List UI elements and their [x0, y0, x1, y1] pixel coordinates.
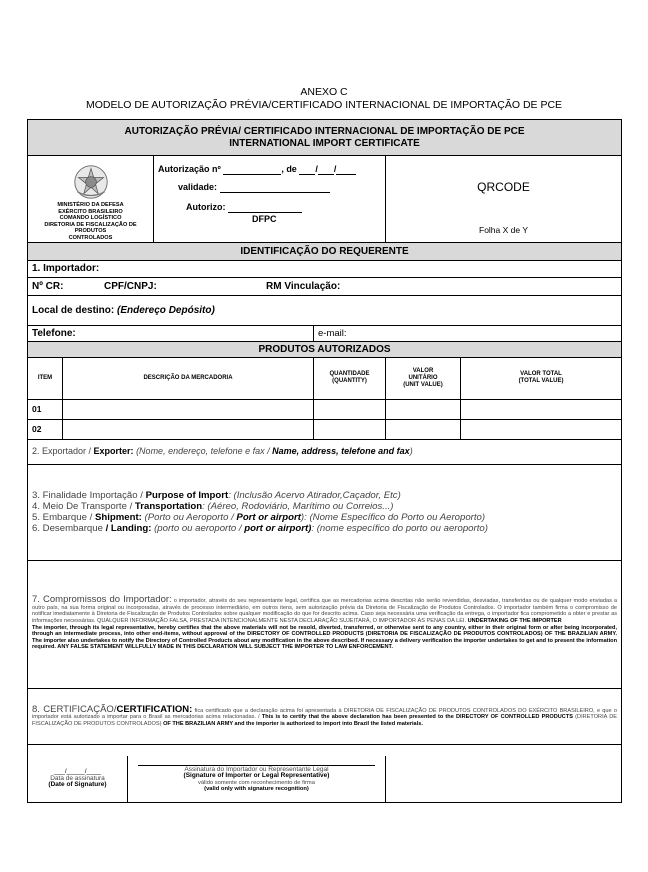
product-total-value-cell[interactable]	[461, 399, 622, 419]
signature-date-label-en: (Date of Signature)	[48, 781, 107, 789]
exporter-field[interactable]: 2. Exportador / Exporter: (Nome, endereço, telefone e fax / Name, address, telefone and fax)	[28, 439, 622, 464]
rm-field[interactable]: RM Vinculação:	[266, 280, 341, 292]
commitments-en: The importer, through its legal representative, hereby certifies that the above materials will not be resold, diverted, transferred, or otherwise sent to any country, either in their original form or after being incorporated, through an intermediate process, into other end-items, without approval of the DIRECTORY OF CONTROLLED PRODUCTS (DIRETORIA DE FISCALIZAÇÃO DE PRODUTOS CONTROLADOS) OF THE BRAZILIAN ARMY. The importer also undertakes to notify the Directory of Controlled Products about any modification in the above described. If necessary a delivery verification the importer undertakes to get and to present the information required. ANY FALSE STATEMENT WILLFULLY MADE IN THIS DECLARATION WILL SUBJECT THE IMPORTER TO LAW ENFORCEMENT.	[32, 624, 618, 651]
coat-of-arms-icon	[73, 164, 109, 200]
signature-blank-cell	[386, 756, 622, 802]
validity-label: validade:	[178, 182, 218, 192]
authorization-number-label: Autorização nº	[158, 164, 221, 174]
import-certificate-form	[27, 119, 622, 803]
destination-hint: (Endereço Depósito)	[117, 304, 215, 316]
authorizer-signature-field[interactable]	[228, 203, 302, 213]
spacer	[28, 744, 622, 756]
purpose-line: 3. Finalidade Importação / Purpose of Import: (Inclusão Acervo Atirador,Caçador, Etc)	[32, 489, 401, 501]
shipment-line: 5. Embarque / Shipment: (Porto ou Aeroporto / Port or airport): (Nome Específico do Porto ou Aeroporto)	[32, 512, 486, 524]
importer-field[interactable]: 1. Importador:	[28, 260, 622, 277]
signature-date-blank[interactable]: ___/_____/____	[54, 767, 101, 775]
validity-field[interactable]	[220, 183, 330, 193]
product-description-cell[interactable]	[63, 419, 314, 439]
form-title-pt: AUTORIZAÇÃO PRÉVIA/ CERTIFICADO INTERNACIONAL DE IMPORTAÇÃO DE PCE	[124, 125, 525, 137]
authorization-number-field[interactable]	[223, 165, 281, 175]
requester-section-title: IDENTIFICAÇÃO DO REQUERENTE	[28, 242, 622, 260]
commitments-pt: 7. Compromissos do Importador: o importador, através do seu representante legal, certifica que as mercadorias acima descritas não serão revendidas, desviadas, transferidas ou de qualquer modo enviadas a outro país, na sua forma original ou incorporadas, através de processo intermediário, em outros itens, sem autorização prévia da Diretoria de Fiscalização de Produtos Controlados. O importador também firma o compromisso de notificar imediatamente à Diretoria de Fiscalização de Produtos Controlados sobre qualquer modificação do que for descrito acima. Caso seja necessária uma verificação da entrega, o importador fica comprometido a obter e prestar as informações necessárias. QUALQUER INFORMAÇÃO FALSA, PRESTADA INTENCIONALMENTE NESTA DECLARAÇÃO SUJEITARÁ, O IMPORTADOR ÀS PENAS DA LEI. UNDERTAKING OF THE IMPORTER	[32, 594, 618, 624]
issuer-block	[28, 156, 154, 243]
signature-note: válido somente com reconhecimento de firma	[198, 779, 315, 786]
authorizer-org: DFPC	[252, 214, 277, 224]
issuer-ministry: MINISTÉRIO DA DEFESA	[57, 202, 124, 208]
destination-row[interactable]	[28, 295, 622, 325]
product-description-cell[interactable]	[63, 399, 314, 419]
sheet-number: Folha X de Y	[479, 224, 528, 235]
signature-label-en: (Signature of Importer or Legal Representative)	[183, 772, 330, 780]
issuer-command: COMANDO LOGÍSTICO	[59, 215, 122, 222]
phone-field[interactable]: Telefone:	[28, 325, 314, 341]
signature-date-label: Data de assinatura	[50, 774, 105, 782]
importer-commitments	[28, 560, 622, 688]
cr-field[interactable]: Nº CR:	[32, 280, 64, 292]
signature-block[interactable]	[128, 756, 386, 802]
authorization-year-field[interactable]	[336, 165, 356, 175]
issuer-army: EXÉRCITO BRASILEIRO	[58, 208, 123, 215]
product-unit-value-cell[interactable]	[386, 419, 461, 439]
signature-note-en: (valid only with signature recognition)	[204, 786, 309, 793]
qrcode-block	[386, 156, 622, 243]
issuer-directory-cont: CONTROLADOS	[68, 234, 113, 241]
landing-line: 6. Desembarque / Landing: (porto ou aeroporto / port or airport): (nome específico do porto ou aeroporto)	[32, 523, 488, 535]
form-title	[28, 120, 622, 156]
authorization-day-field[interactable]	[299, 165, 315, 175]
product-unit-value-cell[interactable]	[386, 399, 461, 419]
products-section-title: PRODUTOS AUTORIZADOS	[28, 341, 622, 357]
col-header-quantity: QUANTIDADE (QUANTITY)	[314, 357, 386, 399]
transport-line: 4. Meio De Transporte / Transportation: (Aéreo, Rodoviário, Marítimo ou Correios...)	[32, 500, 394, 512]
annex-label: ANEXO C	[300, 86, 348, 98]
col-header-unit-value: VALOR UNITÁRIO (UNIT VALUE)	[386, 357, 461, 399]
product-item-number: 01	[28, 399, 63, 419]
issuer-directory: DIRETORIA DE FISCALIZAÇÃO DE PRODUTOS	[44, 221, 137, 235]
signature-date-block[interactable]	[28, 756, 128, 802]
cr-row	[28, 277, 622, 295]
email-field[interactable]: e-mail:	[314, 325, 622, 341]
authorization-month-field[interactable]	[318, 165, 334, 175]
authorizer-label: Autorizo:	[186, 202, 226, 212]
col-header-description: DESCRIÇÃO DA MERCADORIA	[63, 357, 314, 399]
product-total-value-cell[interactable]	[461, 419, 622, 439]
product-item-number: 02	[28, 419, 63, 439]
authorization-block: Autorização nº , de / / validade: Autorizo: DFPC	[154, 156, 386, 243]
signature-label: Assinatura do Importador ou Representante Legal	[184, 765, 329, 773]
qrcode-placeholder: QRCODE	[477, 180, 530, 194]
authorization-date-label: , de	[281, 164, 297, 174]
product-quantity-cell[interactable]	[314, 419, 386, 439]
col-header-total-value: VALOR TOTAL (TOTAL VALUE)	[461, 357, 622, 399]
product-row	[28, 419, 622, 439]
product-row	[28, 399, 622, 419]
document-title: MODELO DE AUTORIZAÇÃO PRÉVIA/CERTIFICADO INTERNACIONAL DE IMPORTAÇÃO DE PCE	[85, 99, 563, 111]
cpf-cnpj-field[interactable]: CPF/CNPJ:	[104, 280, 157, 292]
form-title-en: INTERNATIONAL IMPORT CERTIFICATE	[229, 137, 420, 149]
col-header-item: ITEM	[28, 357, 63, 399]
product-quantity-cell[interactable]	[314, 399, 386, 419]
certification-block: 8. CERTIFICAÇÃO/CERTIFICATION: fica certificado que a declaração acima foi apresentada à DIRETORIA DE FISCALIZAÇÃO DE PRODUTOS CONTROLADOS DO EXÉRCITO BRASILEIRO, e que o importador está autorizado a importar para o Brasil as mercadorias acima relacionadas. / This is to certify that the above declaration has been presented to the DIRECTORY OF CONTROLLED PRODUCTS (DIRETORIA DE FISCALIZAÇÃO DE PRODUTOS CONTROLADOS) OF THE BRAZILIAN ARMY and the importer is authorized to import into Brazil the listed materials.	[28, 688, 622, 744]
shipment-details[interactable]	[28, 464, 622, 560]
destination-label: Local de destino:	[32, 304, 115, 316]
